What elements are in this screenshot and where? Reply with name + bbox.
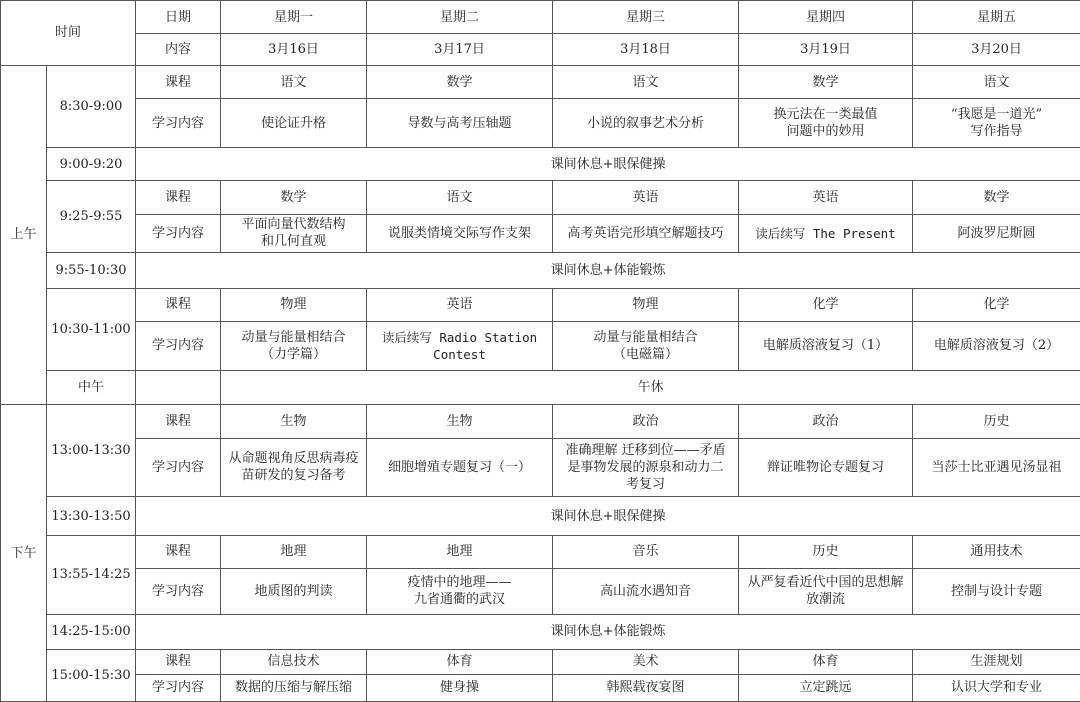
table-row: [1, 65, 1080, 98]
row-label-course: 课程: [136, 535, 221, 568]
day-header: 星期二: [367, 1, 553, 34]
break-cell: 课间休息+体能锻炼: [136, 253, 1080, 288]
course-cell: 英语: [553, 181, 739, 214]
content-cell: 认识大学和专业: [913, 674, 1080, 702]
time-header: 时间: [1, 1, 136, 66]
content-cell: 平面向量代数结构 和几何直观: [221, 214, 367, 252]
content-cell: 小说的叙事艺术分析: [553, 99, 739, 148]
table-row: [1, 322, 1080, 371]
break-cell: 课间休息+体能锻炼: [136, 614, 1080, 649]
row-label-content: 学习内容: [136, 674, 221, 702]
course-cell: 语文: [913, 65, 1080, 98]
content-cell: 细胞增殖专题复习（一）: [367, 438, 553, 497]
course-cell: 政治: [739, 405, 913, 438]
row-label-content: 学习内容: [136, 214, 221, 252]
content-cell: 读后续写 Radio Station Contest: [367, 322, 553, 371]
lunch-break-cell: 午休: [221, 370, 1080, 404]
day-header: 星期三: [553, 1, 739, 34]
course-cell: 美术: [553, 650, 739, 674]
row-label-course: 课程: [136, 650, 221, 674]
noon-time-empty: [136, 370, 221, 404]
content-cell: 从命题视角反思病毒疫 苗研发的复习备考: [221, 438, 367, 497]
course-cell: 历史: [913, 405, 1080, 438]
course-cell: 政治: [553, 405, 739, 438]
course-cell: 音乐: [553, 535, 739, 568]
table-row: [1, 569, 1080, 615]
content-cell: 韩熙载夜宴图: [553, 674, 739, 702]
day-header: 星期四: [739, 1, 913, 34]
day-header: 星期一: [221, 1, 367, 34]
course-cell: 数学: [739, 65, 913, 98]
content-cell: 电解质溶液复习（2）: [913, 322, 1080, 371]
date-header: 3月20日: [913, 34, 1080, 65]
content-cell: “我愿是一道光” 写作指导: [913, 99, 1080, 148]
slot-time: 10:30-11:00: [47, 288, 136, 370]
table-row: [1, 147, 1080, 180]
date-header: 3月18日: [553, 34, 739, 65]
content-cell: 使论证升格: [221, 99, 367, 148]
course-cell: 数学: [221, 181, 367, 214]
day-header: 星期五: [913, 1, 1080, 34]
course-cell: 通用技术: [913, 535, 1080, 568]
course-cell: 化学: [739, 288, 913, 321]
table-row: [1, 99, 1080, 148]
header-row-days: [1, 1, 1080, 34]
table-row: [1, 674, 1080, 702]
break-cell: 课间休息+眼保健操: [136, 497, 1080, 535]
course-cell: 历史: [739, 535, 913, 568]
content-cell: 读后续写 The Present: [739, 214, 913, 252]
content-cell: 动量与能量相结合 （电磁篇）: [553, 322, 739, 371]
row-label-course: 课程: [136, 288, 221, 321]
content-cell: 健身操: [367, 674, 553, 702]
row-label-course: 课程: [136, 181, 221, 214]
content-cell: 阿波罗尼斯圆: [913, 214, 1080, 252]
table-row: [1, 214, 1080, 252]
course-cell: 生物: [221, 405, 367, 438]
slot-time: 9:00-9:20: [47, 147, 136, 180]
row-label-course: 课程: [136, 405, 221, 438]
content-cell: 电解质溶液复习（1）: [739, 322, 913, 371]
break-cell: 课间休息+眼保健操: [136, 147, 1080, 180]
row-label-content: 学习内容: [136, 438, 221, 497]
table-row: [1, 438, 1080, 497]
course-cell: 物理: [221, 288, 367, 321]
course-cell: 体育: [367, 650, 553, 674]
course-cell: 地理: [367, 535, 553, 568]
slot-time: 15:00-15:30: [47, 650, 136, 702]
slot-time: 13:30-13:50: [47, 497, 136, 535]
course-cell: 语文: [367, 181, 553, 214]
content-cell: 辩证唯物论专题复习: [739, 438, 913, 497]
course-cell: 英语: [739, 181, 913, 214]
content-cell: 当莎士比亚遇见汤显祖: [913, 438, 1080, 497]
course-cell: 体育: [739, 650, 913, 674]
slot-time: 8:30-9:00: [47, 65, 136, 147]
course-cell: 生涯规划: [913, 650, 1080, 674]
header-row-dates: [1, 34, 1080, 65]
content-cell: 准确理解 迁移到位——矛盾 是事物发展的源泉和动力二 考复习: [553, 438, 739, 497]
content-cell: 高考英语完形填空解题技巧: [553, 214, 739, 252]
course-cell: 语文: [553, 65, 739, 98]
date-label: 日期: [136, 1, 221, 34]
slot-time: 13:00-13:30: [47, 405, 136, 497]
content-cell: 换元法在一类最值 问题中的妙用: [739, 99, 913, 148]
row-label-content: 学习内容: [136, 99, 221, 148]
content-cell: 高山流水遇知音: [553, 569, 739, 615]
slot-time: 14:25-15:00: [47, 614, 136, 649]
content-cell: 地质图的判读: [221, 569, 367, 615]
table-row: [1, 614, 1080, 649]
date-header: 3月17日: [367, 34, 553, 65]
course-cell: 数学: [913, 181, 1080, 214]
row-label-course: 课程: [136, 65, 221, 98]
course-cell: 信息技术: [221, 650, 367, 674]
slot-time: 9:55-10:30: [47, 253, 136, 288]
date-header: 3月16日: [221, 34, 367, 65]
course-cell: 语文: [221, 65, 367, 98]
row-label-content: 学习内容: [136, 569, 221, 615]
course-cell: 生物: [367, 405, 553, 438]
course-cell: 地理: [221, 535, 367, 568]
table-row: [1, 181, 1080, 214]
slot-time: 13:55-14:25: [47, 535, 136, 614]
period-noon: 中午: [47, 370, 136, 404]
content-label: 内容: [136, 34, 221, 65]
content-cell: 导数与高考压轴题: [367, 99, 553, 148]
table-row: [1, 650, 1080, 674]
course-cell: 英语: [367, 288, 553, 321]
course-cell: 数学: [367, 65, 553, 98]
slot-time: 9:25-9:55: [47, 181, 136, 253]
content-cell: 疫情中的地理—— 九省通衢的武汉: [367, 569, 553, 615]
row-label-content: 学习内容: [136, 322, 221, 371]
course-cell: 物理: [553, 288, 739, 321]
period-afternoon: 下午: [1, 405, 47, 702]
content-cell: 说服类情境交际写作支架: [367, 214, 553, 252]
table-row: [1, 288, 1080, 321]
period-morning: 上午: [1, 65, 47, 404]
course-cell: 化学: [913, 288, 1080, 321]
table-row: [1, 535, 1080, 568]
date-header: 3月19日: [739, 34, 913, 65]
content-cell: 动量与能量相结合 （力学篇）: [221, 322, 367, 371]
content-cell: 立定跳远: [739, 674, 913, 702]
table-row: [1, 497, 1080, 535]
content-cell: 数据的压缩与解压缩: [221, 674, 367, 702]
table-row: [1, 253, 1080, 288]
content-cell: 从严复看近代中国的思想解 放潮流: [739, 569, 913, 615]
content-cell: 控制与设计专题: [913, 569, 1080, 615]
table-row: [1, 370, 1080, 404]
table-row: [1, 405, 1080, 438]
